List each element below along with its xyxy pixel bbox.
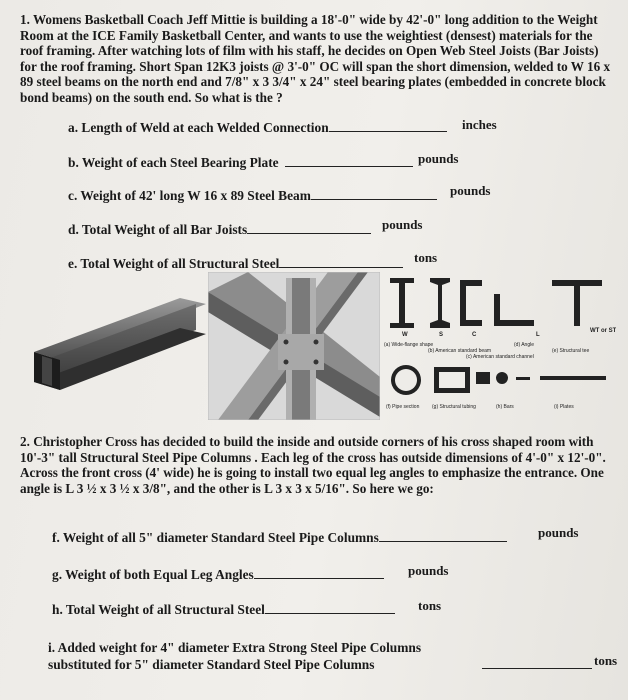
answer-blank-a[interactable]: [329, 121, 447, 132]
question-f-label: f. Weight of all 5" diameter Standard Steel Pipe Columns: [52, 530, 379, 545]
wide-flange-shape-icon: [390, 278, 414, 328]
label-bars: (h) Bars: [496, 404, 514, 410]
answer-blank-h[interactable]: [265, 603, 395, 614]
mark-s: S: [439, 332, 444, 338]
mark-w: W: [402, 332, 408, 338]
bar-round-icon: [496, 372, 508, 384]
problem-2-text: 2. Christopher Cross has decided to build the inside and outside corners of his cross shaped room with 10'-3" tall Structural Steel Pipe Columns . Each leg of the cross has outside dimensions of 4'-0" x 12'-0". Across the front cross (4' wide) he is going to install two equal leg angles to emphasize the entrance. One angle is L 3 ½ x 3 ½ x 3/8", and the other is L 3 x 3 x 5/16". So here we go:: [20, 434, 606, 496]
unit-c: pounds: [450, 183, 491, 198]
answer-blank-e[interactable]: [279, 257, 403, 268]
question-c: [68, 188, 437, 204]
question-e: [68, 256, 403, 272]
plate-shape-icon: [540, 376, 606, 380]
channel-shape-icon: [460, 280, 482, 326]
question-h-label: h. Total Weight of all Structural Steel: [52, 602, 265, 617]
unit-d: pounds: [382, 217, 423, 232]
label-pipe: (f) Pipe section: [386, 404, 420, 410]
standard-beam-shape-icon: [430, 278, 450, 328]
unit-b: pounds: [418, 151, 459, 166]
steel-frame-connection-photo: [208, 272, 380, 420]
answer-blank-d[interactable]: [247, 223, 371, 234]
label-plates: (i) Plates: [554, 404, 574, 410]
tee-shape-icon: [552, 280, 602, 326]
question-d-label: d. Total Weight of all Bar Joists: [68, 222, 248, 237]
answer-blank-c[interactable]: [311, 189, 437, 200]
steel-i-beam-photo: [30, 290, 210, 400]
tee-designation-label: WT or ST: [590, 328, 616, 334]
bar-square-icon: [476, 372, 490, 384]
unit-a: inches: [462, 117, 497, 132]
unit-f: pounds: [538, 525, 579, 540]
mark-c: C: [472, 332, 477, 338]
structural-shapes-diagram: [384, 272, 616, 422]
angle-shape-icon: [494, 294, 534, 326]
answer-blank-b[interactable]: [285, 156, 413, 167]
unit-e: tons: [414, 250, 438, 265]
answer-blank-f[interactable]: [379, 531, 507, 542]
answer-blank-g[interactable]: [254, 568, 384, 579]
unit-h: tons: [418, 598, 442, 613]
question-c-label: c. Weight of 42' long W 16 x 89 Steel Beam: [68, 188, 311, 203]
question-f: [52, 530, 507, 546]
label-channel: (c) American standard channel: [466, 354, 534, 360]
unit-g: pounds: [408, 563, 449, 578]
question-i-line1: i. Added weight for 4" diameter Extra Strong Steel Pipe Columns: [48, 640, 422, 655]
question-d: [68, 222, 371, 238]
question-g-label: g. Weight of both Equal Leg Angles: [52, 567, 254, 582]
label-standard-beam: (b) American standard beam: [428, 348, 492, 354]
question-b: [68, 155, 413, 171]
question-g: [52, 567, 384, 583]
question-a-label: a. Length of Weld at each Welded Connection: [68, 120, 329, 135]
question-e-label: e. Total Weight of all Structural Steel: [68, 256, 280, 271]
question-i-line2: substituted for 5" diameter Standard Steel Pipe Columns: [48, 657, 375, 672]
question-h: [52, 602, 395, 618]
unit-i: tons: [594, 653, 618, 668]
label-tubing: (g) Structural tubing: [432, 404, 476, 410]
mark-l: L: [536, 332, 540, 338]
label-wide-flange: (a) Wide-flange shape: [384, 342, 434, 348]
question-a: [68, 120, 447, 136]
answer-blank-i[interactable]: [482, 658, 592, 669]
label-tee: (e) Structural tee: [552, 348, 590, 354]
label-angle: (d) Angle: [514, 342, 535, 348]
question-b-label: b. Weight of each Steel Bearing Plate: [68, 155, 279, 170]
problem-1-text: 1. Womens Basketball Coach Jeff Mittie is building a 18'-0" wide by 42'-0" long addition to the Weight Room at the ICE Family Basketball Center, and wants to use the weightiest (densest) materials for the roof framing. After watching lots of film with his staff, he decides on Open Web Steel Joists (Bar Joists) for the roof framing. Short Span 12K3 joists @ 3'-0" OC will span the short dimension, welded to W 16 x 89 steel beams on the north end and 7/8" x 3 3/4" x 24" steel bearing plates (embedded in concrete block bond beams) on the south end. So what is the ?: [20, 12, 611, 105]
bar-flat-icon: [516, 377, 530, 380]
